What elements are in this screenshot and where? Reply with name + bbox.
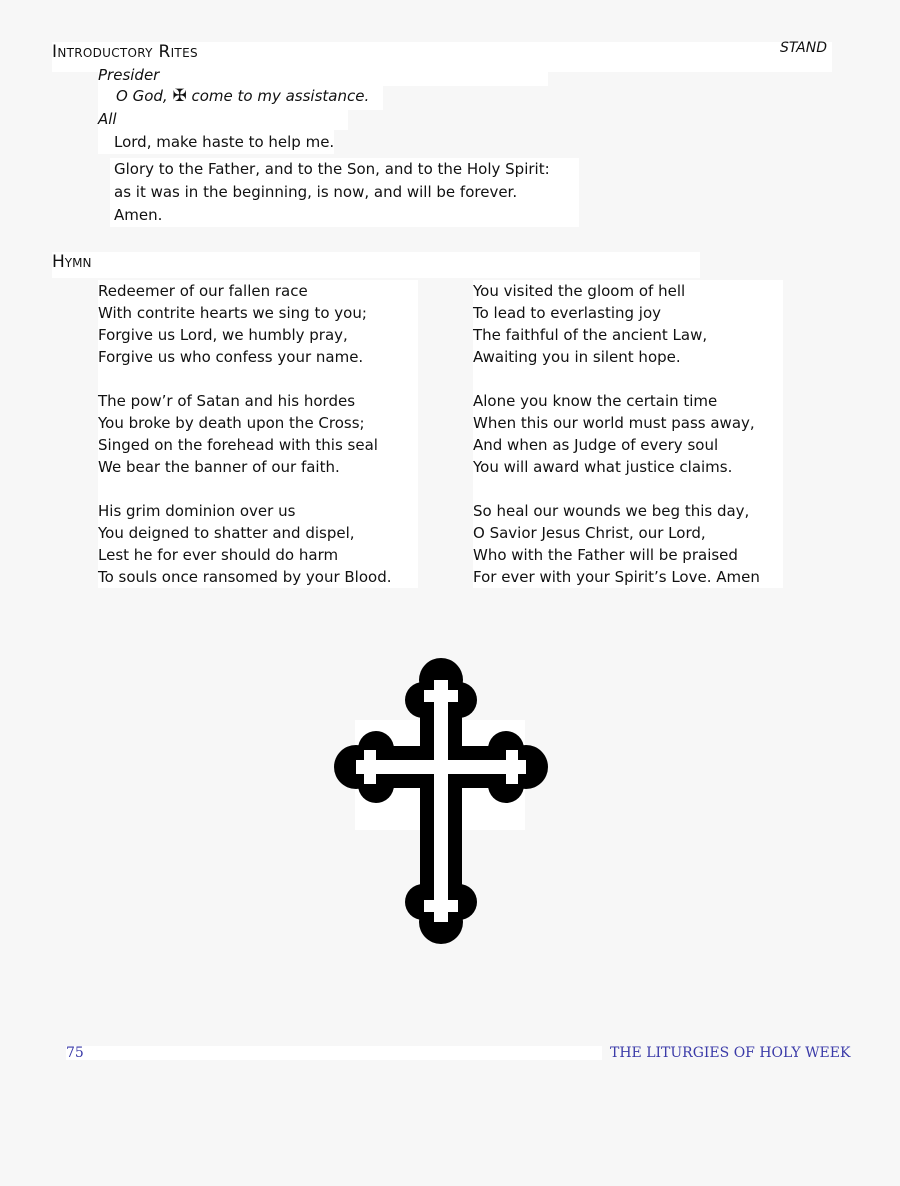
intro-title: Introductory Rites — [52, 42, 198, 62]
hymn-line: To souls once ransomed by your Blood. — [98, 568, 392, 586]
hymn-line: We bear the banner of our faith. — [98, 458, 340, 476]
posture-label: STAND — [780, 40, 827, 56]
hymn-line: His grim dominion over us — [98, 502, 296, 520]
hymn-line: Singed on the forehead with this seal — [98, 436, 378, 454]
hymn-line: Lest he for ever should do harm — [98, 546, 339, 564]
hymn-title: Hymn — [52, 252, 92, 272]
hymn-line: For ever with your Spirit’s Love. Amen — [473, 568, 760, 586]
page-number: 75 — [66, 1046, 602, 1060]
presider-line — [98, 86, 383, 110]
presider-label: Presider — [98, 66, 548, 86]
all-label: All — [98, 110, 348, 130]
hymn-line: So heal our wounds we beg this day, — [473, 502, 750, 520]
hymn-line: To lead to everlasting joy — [473, 304, 662, 322]
hymn-line: Redeemer of our fallen race — [98, 282, 308, 300]
hymn-line: Alone you know the certain time — [473, 392, 718, 410]
budded-cross-icon — [330, 655, 552, 950]
sign-of-cross-icon: ✠ — [172, 86, 187, 106]
presider-line-start: O God, — [116, 87, 168, 105]
hymn-line: The faithful of the ancient Law, — [473, 326, 708, 344]
doxology — [110, 158, 579, 227]
hymn-line: Who with the Father will be praised — [473, 546, 738, 564]
all-response: Lord, make haste to help me. — [98, 130, 334, 154]
section-heading-hymn — [52, 252, 700, 278]
hymn-left-column — [98, 280, 418, 588]
hymn-right-column — [473, 280, 783, 588]
doxology-line: Amen. — [114, 206, 163, 224]
hymn-line: When this our world must pass away, — [473, 414, 755, 432]
hymn-line: You will award what justice claims. — [473, 458, 733, 476]
hymn-line: Awaiting you in silent hope. — [473, 348, 681, 366]
doxology-line: Glory to the Father, and to the Son, and to the Holy Spirit: — [114, 160, 550, 178]
hymn-line: Forgive us who confess your name. — [98, 348, 364, 366]
hymn-line: And when as Judge of every soul — [473, 436, 719, 454]
doxology-line: as it was in the beginning, is now, and will be forever. — [114, 183, 518, 201]
hymn-line: With contrite hearts we sing to you; — [98, 304, 367, 322]
book-title: THE LITURGIES OF HOLY WEEK — [610, 1045, 851, 1061]
hymn-line: You visited the gloom of hell — [473, 282, 686, 300]
hymn-line: You deigned to shatter and dispel, — [98, 524, 355, 542]
presider-line-end: come to my assistance. — [191, 87, 370, 105]
hymn-line: Forgive us Lord, we humbly pray, — [98, 326, 348, 344]
hymn-line: O Savior Jesus Christ, our Lord, — [473, 524, 706, 542]
hymn-line: The pow’r of Satan and his hordes — [98, 392, 356, 410]
hymn-line: You broke by death upon the Cross; — [98, 414, 365, 432]
